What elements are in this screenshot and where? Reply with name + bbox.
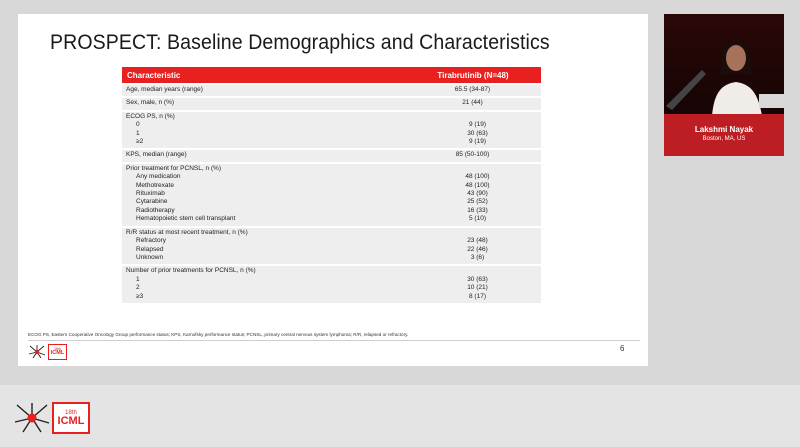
row-label: 2 bbox=[136, 284, 140, 292]
table-group bbox=[122, 112, 541, 149]
row-value: 9 (19) bbox=[469, 138, 486, 146]
table-row bbox=[122, 198, 541, 206]
row-label: Age, median years (range) bbox=[126, 86, 203, 93]
table-row bbox=[122, 293, 541, 301]
table-row bbox=[122, 99, 541, 107]
row-label: Methotrexate bbox=[136, 181, 174, 189]
row-value: 9 (19) bbox=[469, 121, 486, 129]
row-label: Cytarabine bbox=[136, 198, 168, 206]
row-value: 43 (90) bbox=[467, 190, 488, 198]
row-value: 48 (100) bbox=[465, 173, 490, 181]
row-value bbox=[404, 165, 541, 173]
speaker-nameplate bbox=[664, 114, 784, 156]
row-value: 21 (44) bbox=[462, 99, 483, 107]
icml-edition: 18th bbox=[65, 409, 77, 416]
row-label: ECOG PS, n (%) bbox=[126, 112, 175, 120]
table-row bbox=[122, 246, 541, 254]
table-row bbox=[122, 173, 541, 181]
row-value: 3 (6) bbox=[470, 253, 485, 261]
icml-edition: 18th bbox=[54, 346, 61, 351]
table-group bbox=[122, 98, 541, 109]
row-label: R/R status at most recent treatment, n (%) bbox=[126, 228, 248, 236]
table-row bbox=[122, 215, 541, 223]
table-row bbox=[122, 86, 541, 94]
row-label: Relapsed bbox=[136, 245, 164, 253]
speaker-location: Boston, MA, US bbox=[702, 136, 746, 142]
row-value: 23 (48) bbox=[467, 237, 488, 245]
speaker-silhouette bbox=[664, 14, 784, 116]
row-label: Any medication bbox=[136, 173, 181, 181]
table-group bbox=[122, 228, 541, 265]
table-group bbox=[122, 85, 541, 96]
demographics-table bbox=[122, 67, 541, 303]
row-label: Refractory bbox=[136, 237, 166, 245]
slide bbox=[18, 14, 648, 366]
row-label: Prior treatment for PCNSL, n (%) bbox=[126, 164, 221, 172]
row-value: 25 (52) bbox=[467, 198, 488, 206]
row-label: 0 bbox=[136, 121, 140, 129]
row-value: 22 (46) bbox=[467, 245, 488, 253]
row-label: Unknown bbox=[136, 253, 164, 261]
neuron-icon bbox=[28, 345, 46, 359]
table-row bbox=[122, 165, 541, 173]
row-value: 5 (10) bbox=[469, 215, 486, 223]
row-value bbox=[404, 229, 541, 237]
row-label: Hematopoietic stem cell transplant bbox=[136, 215, 236, 223]
header-characteristic: Characteristic bbox=[127, 70, 181, 80]
slide-title: PROSPECT: Baseline Demographics and Characteristics bbox=[50, 31, 550, 54]
row-value: 30 (63) bbox=[467, 129, 488, 137]
row-value bbox=[404, 113, 541, 121]
icml-text: ICML bbox=[50, 350, 65, 356]
row-value: 85 (50-100) bbox=[455, 151, 490, 159]
table-row bbox=[122, 151, 541, 159]
table-row bbox=[122, 267, 541, 275]
row-label: Sex, male, n (%) bbox=[126, 99, 175, 107]
row-label: Radiotherapy bbox=[136, 206, 175, 214]
table-body bbox=[122, 85, 541, 303]
row-label: Number of prior treatments for PCNSL, n (%) bbox=[126, 267, 256, 275]
slide-footnote: ECOG PS, Eastern Cooperative Oncology Group performance status; KPS, Karnofsky performance status; PCNSL, primary central nervous system lymphoma; R/R, relapsed or refractory. bbox=[28, 332, 409, 337]
table-row bbox=[122, 121, 541, 129]
icml-slide-logo bbox=[28, 344, 67, 360]
row-value: 8 (17) bbox=[469, 292, 486, 300]
table-row bbox=[122, 190, 541, 198]
table-group bbox=[122, 150, 541, 161]
table-row bbox=[122, 130, 541, 138]
icml-badge bbox=[48, 344, 67, 360]
row-value: 65.5 (34-87) bbox=[454, 86, 491, 93]
footer-divider bbox=[28, 340, 640, 341]
row-label: ≥3 bbox=[136, 292, 144, 300]
row-label: 1 bbox=[136, 275, 140, 283]
table-row bbox=[122, 237, 541, 245]
row-value: 48 (100) bbox=[465, 181, 490, 189]
row-label: 1 bbox=[136, 129, 140, 137]
row-value: 16 (33) bbox=[467, 206, 488, 214]
icml-conference-logo bbox=[14, 402, 90, 434]
row-label: ≥2 bbox=[136, 138, 144, 146]
row-label: Rituximab bbox=[136, 190, 165, 198]
header-tirabrutinib: Tirabrutinib (N=48) bbox=[437, 70, 509, 80]
table-row bbox=[122, 229, 541, 237]
table-row bbox=[122, 138, 541, 146]
table-row bbox=[122, 254, 541, 262]
row-label: KPS, median (range) bbox=[126, 151, 187, 159]
table-row bbox=[122, 207, 541, 215]
icml-text: ICML bbox=[57, 414, 85, 427]
table-row bbox=[122, 276, 541, 284]
table-row bbox=[122, 182, 541, 190]
table-header bbox=[122, 67, 541, 83]
neuron-icon bbox=[14, 403, 50, 433]
table-row bbox=[122, 284, 541, 292]
page-number: 6 bbox=[620, 344, 625, 353]
icml-badge bbox=[52, 402, 90, 434]
speaker-video bbox=[664, 14, 784, 116]
row-value bbox=[404, 267, 541, 275]
row-value: 10 (21) bbox=[467, 284, 488, 292]
row-value: 30 (63) bbox=[467, 275, 488, 283]
table-group bbox=[122, 164, 541, 226]
table-group bbox=[122, 266, 541, 303]
speaker-name: Lakshmi Nayak bbox=[694, 125, 754, 134]
table-row bbox=[122, 113, 541, 121]
